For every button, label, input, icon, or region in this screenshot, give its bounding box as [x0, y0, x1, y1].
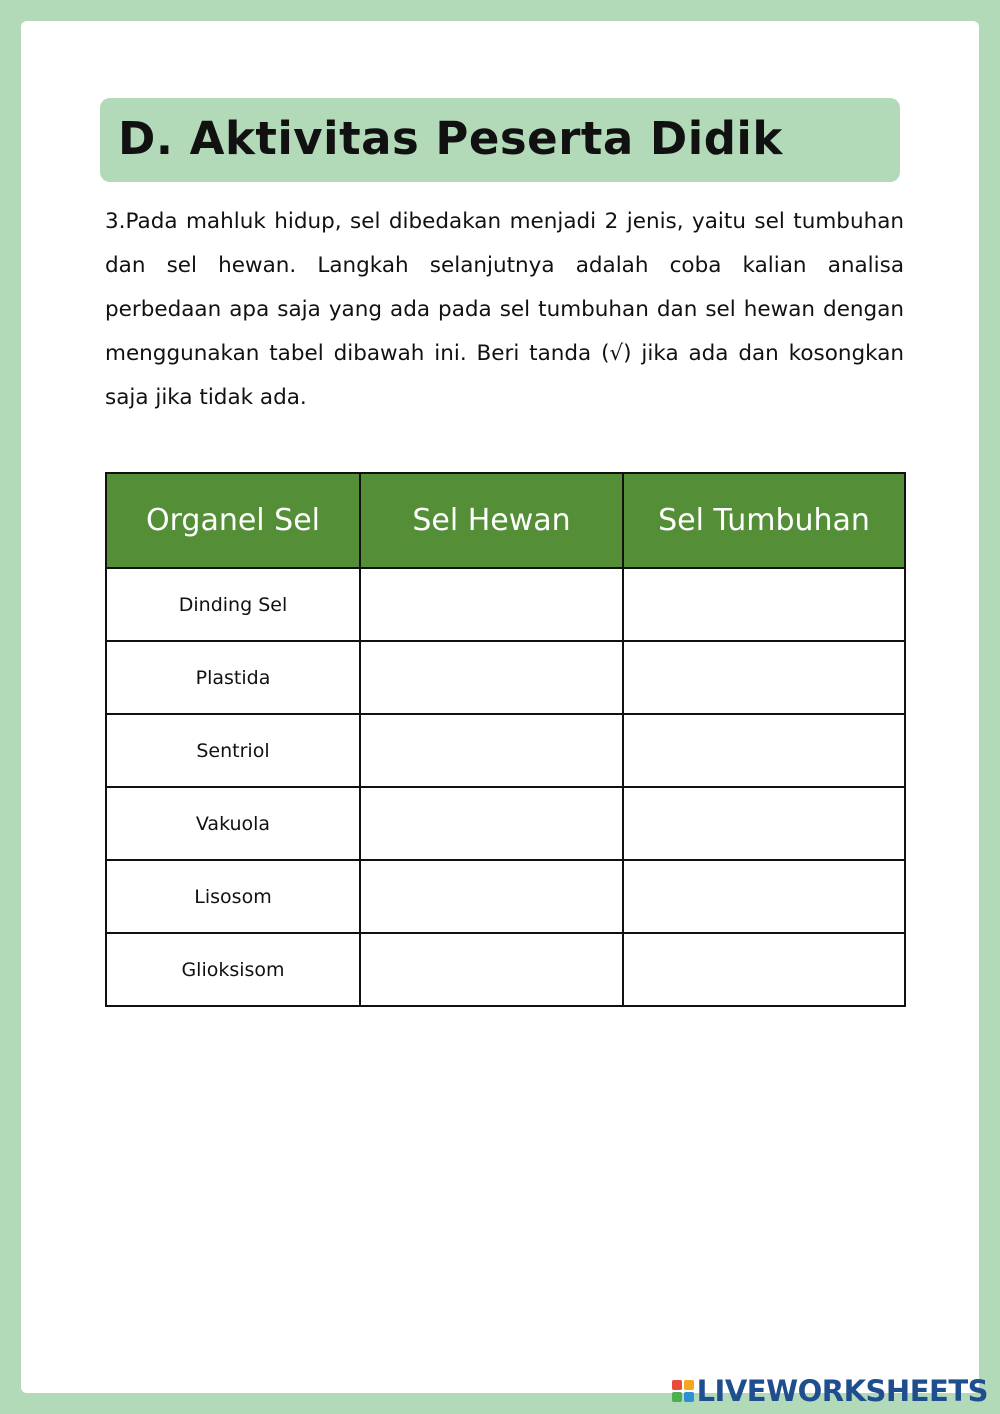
header-organel-sel: Organel Sel [106, 473, 360, 568]
header-sel-tumbuhan: Sel Tumbuhan [623, 473, 905, 568]
table-row [106, 933, 905, 1006]
organel-name: Vakuola [106, 787, 360, 860]
sel-hewan-answer-cell[interactable] [360, 641, 623, 714]
brand-text: LIVEWORKSHEETS [696, 1374, 988, 1408]
worksheet-page [21, 21, 979, 1393]
sel-tumbuhan-answer-cell[interactable] [623, 714, 905, 787]
sel-tumbuhan-answer-cell[interactable] [623, 641, 905, 714]
liveworksheets-brand [672, 1374, 988, 1408]
organel-table [105, 472, 906, 1007]
logo-square-red [672, 1380, 682, 1390]
sel-tumbuhan-answer-cell[interactable] [623, 568, 905, 641]
table-header-row [106, 473, 905, 568]
organel-name: Glioksisom [106, 933, 360, 1006]
table-row [106, 860, 905, 933]
table-row [106, 568, 905, 641]
table-row [106, 641, 905, 714]
sel-tumbuhan-answer-cell[interactable] [623, 787, 905, 860]
organel-name: Dinding Sel [106, 568, 360, 641]
section-title-box [100, 98, 900, 182]
organel-name: Plastida [106, 641, 360, 714]
section-title: D. Aktivitas Peserta Didik [118, 112, 783, 165]
header-sel-hewan: Sel Hewan [360, 473, 623, 568]
logo-square-orange [684, 1380, 694, 1390]
organel-name: Sentriol [106, 714, 360, 787]
sel-tumbuhan-answer-cell[interactable] [623, 860, 905, 933]
instruction-text: 3.Pada mahluk hidup, sel dibedakan menjadi 2 jenis, yaitu sel tumbuhan dan sel hewan. Langkah selanjutnya adalah coba kalian analisa perbedaan apa saja yang ada pada sel tumbuhan dan sel hewan dengan menggunakan tabel dibawah ini. Beri tanda (√) jika ada dan kosongkan saja jika tidak ada. [105, 209, 904, 410]
table-row [106, 714, 905, 787]
organel-name: Lisosom [106, 860, 360, 933]
sel-hewan-answer-cell[interactable] [360, 860, 623, 933]
sel-hewan-answer-cell[interactable] [360, 568, 623, 641]
liveworksheets-logo-icon [672, 1380, 694, 1402]
sel-hewan-answer-cell[interactable] [360, 933, 623, 1006]
sel-hewan-answer-cell[interactable] [360, 787, 623, 860]
sel-hewan-answer-cell[interactable] [360, 714, 623, 787]
table-row [106, 787, 905, 860]
logo-square-blue [684, 1392, 694, 1402]
sel-tumbuhan-answer-cell[interactable] [623, 933, 905, 1006]
logo-square-green [672, 1392, 682, 1402]
